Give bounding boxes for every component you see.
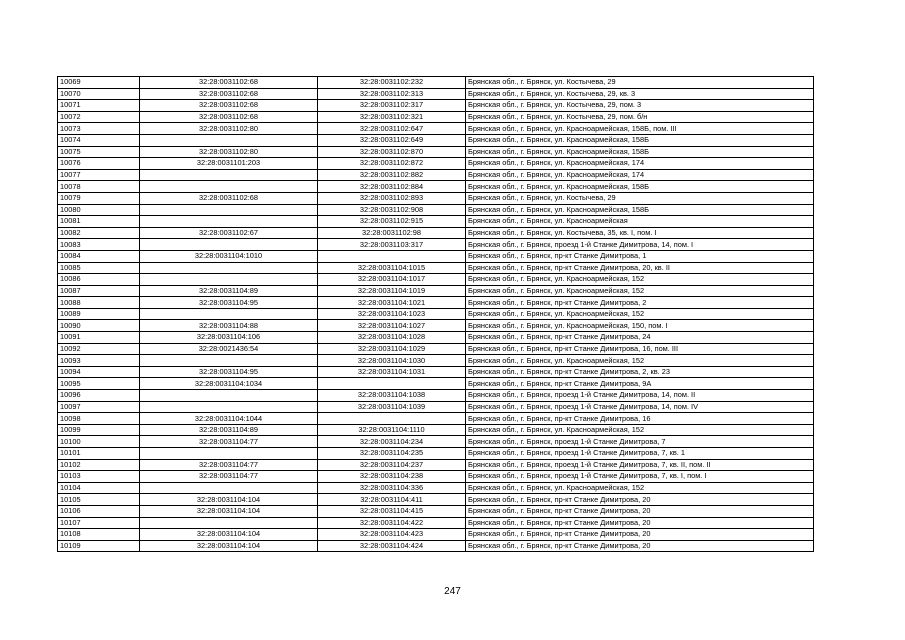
row-number-cell: 10076 bbox=[58, 158, 140, 170]
address-cell: Брянская обл., г. Брянск, проезд 1-й Станке Димитрова, 7, кв. I, пом. I bbox=[466, 471, 814, 483]
address-cell: Брянская обл., г. Брянск, ул. Красноармейская, 152 bbox=[466, 482, 814, 494]
row-number-cell: 10077 bbox=[58, 169, 140, 181]
parcel-number-cell: 32:28:0031102:68 bbox=[140, 77, 318, 89]
address-cell: Брянская обл., г. Брянск, пр-кт Станке Димитрова, 16, пом. III bbox=[466, 343, 814, 355]
cadastral-number-cell: 32:28:0031104:1019 bbox=[318, 285, 466, 297]
table-row bbox=[58, 227, 814, 239]
address-cell: Брянская обл., г. Брянск, ул. Костычева, 29, пом. б/н bbox=[466, 111, 814, 123]
parcel-number-cell: 32:28:0031104:77 bbox=[140, 459, 318, 471]
table-row bbox=[58, 88, 814, 100]
parcel-number-cell bbox=[140, 169, 318, 181]
table-row bbox=[58, 436, 814, 448]
table-row bbox=[58, 413, 814, 425]
table-row bbox=[58, 482, 814, 494]
parcel-number-cell: 32:28:0031102:68 bbox=[140, 88, 318, 100]
row-number-cell: 10096 bbox=[58, 390, 140, 402]
parcel-number-cell: 32:28:0031104:77 bbox=[140, 471, 318, 483]
row-number-cell: 10084 bbox=[58, 250, 140, 262]
cadastral-number-cell bbox=[318, 413, 466, 425]
row-number-cell: 10089 bbox=[58, 308, 140, 320]
table-row bbox=[58, 343, 814, 355]
parcel-number-cell: 32:28:0031102:80 bbox=[140, 123, 318, 135]
table-row bbox=[58, 274, 814, 286]
row-number-cell: 10069 bbox=[58, 77, 140, 89]
table-row bbox=[58, 285, 814, 297]
address-cell: Брянская обл., г. Брянск, пр-кт Станке Димитрова, 20, кв. II bbox=[466, 262, 814, 274]
cadastral-number-cell bbox=[318, 378, 466, 390]
row-number-cell: 10074 bbox=[58, 134, 140, 146]
parcel-number-cell: 32:28:0031102:67 bbox=[140, 227, 318, 239]
address-cell: Брянская обл., г. Брянск, проезд 1-й Станке Димитрова, 7, кв. II, пом. II bbox=[466, 459, 814, 471]
row-number-cell: 10109 bbox=[58, 540, 140, 552]
parcel-number-cell: 32:28:0031102:68 bbox=[140, 192, 318, 204]
cadastral-number-cell: 32:28:0031104:1023 bbox=[318, 308, 466, 320]
address-cell: Брянская обл., г. Брянск, ул. Костычева, 35, кв. I, пом. I bbox=[466, 227, 814, 239]
row-number-cell: 10103 bbox=[58, 471, 140, 483]
row-number-cell: 10106 bbox=[58, 505, 140, 517]
cadastral-number-cell: 32:28:0031102:232 bbox=[318, 77, 466, 89]
row-number-cell: 10108 bbox=[58, 529, 140, 541]
row-number-cell: 10104 bbox=[58, 482, 140, 494]
address-cell: Брянская обл., г. Брянск, ул. Красноармейская, 158Б, пом. III bbox=[466, 123, 814, 135]
parcel-number-cell bbox=[140, 390, 318, 402]
address-cell: Брянская обл., г. Брянск, ул. Красноармейская, 158Б bbox=[466, 134, 814, 146]
cadastral-number-cell: 32:28:0031104:1030 bbox=[318, 355, 466, 367]
parcel-number-cell bbox=[140, 355, 318, 367]
table-row bbox=[58, 355, 814, 367]
table-row bbox=[58, 146, 814, 158]
cadastral-number-cell: 32:28:0031104:336 bbox=[318, 482, 466, 494]
page-number: 247 bbox=[444, 586, 461, 597]
address-cell: Брянская обл., г. Брянск, пр-кт Станке Димитрова, 20 bbox=[466, 540, 814, 552]
cadastral-number-cell: 32:28:0031104:1015 bbox=[318, 262, 466, 274]
parcel-number-cell bbox=[140, 517, 318, 529]
table-row bbox=[58, 471, 814, 483]
cadastral-number-cell: 32:28:0031102:908 bbox=[318, 204, 466, 216]
parcel-number-cell bbox=[140, 216, 318, 228]
cadastral-number-cell: 32:28:0031104:423 bbox=[318, 529, 466, 541]
parcel-number-cell bbox=[140, 134, 318, 146]
register-table bbox=[57, 76, 814, 552]
cadastral-number-cell: 32:28:0031102:649 bbox=[318, 134, 466, 146]
table-row bbox=[58, 297, 814, 309]
row-number-cell: 10070 bbox=[58, 88, 140, 100]
address-cell: Брянская обл., г. Брянск, пр-кт Станке Димитрова, 9А bbox=[466, 378, 814, 390]
row-number-cell: 10082 bbox=[58, 227, 140, 239]
row-number-cell: 10098 bbox=[58, 413, 140, 425]
address-cell: Брянская обл., г. Брянск, ул. Костычева, 29, кв. 3 bbox=[466, 88, 814, 100]
address-cell: Брянская обл., г. Брянск, ул. Красноармейская, 152 bbox=[466, 424, 814, 436]
cadastral-number-cell: 32:28:0031104:237 bbox=[318, 459, 466, 471]
address-cell: Брянская обл., г. Брянск, пр-кт Станке Димитрова, 20 bbox=[466, 517, 814, 529]
row-number-cell: 10072 bbox=[58, 111, 140, 123]
address-cell: Брянская обл., г. Брянск, пр-кт Станке Димитрова, 1 bbox=[466, 250, 814, 262]
cadastral-number-cell: 32:28:0031104:1038 bbox=[318, 390, 466, 402]
address-cell: Брянская обл., г. Брянск, ул. Костычева, 29 bbox=[466, 77, 814, 89]
address-cell: Брянская обл., г. Брянск, пр-кт Станке Димитрова, 2 bbox=[466, 297, 814, 309]
row-number-cell: 10090 bbox=[58, 320, 140, 332]
row-number-cell: 10094 bbox=[58, 366, 140, 378]
cadastral-number-cell: 32:28:0031102:317 bbox=[318, 100, 466, 112]
cadastral-number-cell: 32:28:0031104:1039 bbox=[318, 401, 466, 413]
table-row bbox=[58, 181, 814, 193]
parcel-number-cell: 32:28:0031102:68 bbox=[140, 111, 318, 123]
parcel-number-cell bbox=[140, 204, 318, 216]
parcel-number-cell: 32:28:0031104:89 bbox=[140, 285, 318, 297]
parcel-number-cell: 32:28:0031104:106 bbox=[140, 332, 318, 344]
parcel-number-cell: 32:28:0031104:104 bbox=[140, 540, 318, 552]
parcel-number-cell: 32:28:0031104:95 bbox=[140, 366, 318, 378]
table-row bbox=[58, 77, 814, 89]
cadastral-number-cell: 32:28:0031104:415 bbox=[318, 505, 466, 517]
row-number-cell: 10105 bbox=[58, 494, 140, 506]
table-row bbox=[58, 216, 814, 228]
row-number-cell: 10073 bbox=[58, 123, 140, 135]
address-cell: Брянская обл., г. Брянск, ул. Красноармейская, 158Б bbox=[466, 181, 814, 193]
parcel-number-cell: 32:28:0031101:203 bbox=[140, 158, 318, 170]
address-cell: Брянская обл., г. Брянск, ул. Красноармейская, 152 bbox=[466, 285, 814, 297]
cadastral-number-cell: 32:28:0031104:1110 bbox=[318, 424, 466, 436]
cadastral-number-cell: 32:28:0031104:1028 bbox=[318, 332, 466, 344]
row-number-cell: 10107 bbox=[58, 517, 140, 529]
table-row bbox=[58, 192, 814, 204]
parcel-number-cell bbox=[140, 239, 318, 251]
row-number-cell: 10099 bbox=[58, 424, 140, 436]
row-number-cell: 10086 bbox=[58, 274, 140, 286]
address-cell: Брянская обл., г. Брянск, проезд 1-й Станке Димитрова, 7, кв. 1 bbox=[466, 448, 814, 460]
address-cell: Брянская обл., г. Брянск, пр-кт Станке Димитрова, 20 bbox=[466, 494, 814, 506]
cadastral-number-cell: 32:28:0031104:234 bbox=[318, 436, 466, 448]
parcel-number-cell: 32:28:0031104:1044 bbox=[140, 413, 318, 425]
row-number-cell: 10083 bbox=[58, 239, 140, 251]
parcel-number-cell: 32:28:0031104:104 bbox=[140, 505, 318, 517]
table-row bbox=[58, 262, 814, 274]
parcel-number-cell: 32:28:0031104:77 bbox=[140, 436, 318, 448]
address-cell: Брянская обл., г. Брянск, пр-кт Станке Димитрова, 2, кв. 23 bbox=[466, 366, 814, 378]
cadastral-number-cell: 32:28:0031104:422 bbox=[318, 517, 466, 529]
cadastral-number-cell: 32:28:0031102:870 bbox=[318, 146, 466, 158]
table-row bbox=[58, 169, 814, 181]
address-cell: Брянская обл., г. Брянск, ул. Красноармейская, 150, пом. I bbox=[466, 320, 814, 332]
address-cell: Брянская обл., г. Брянск, проезд 1-й Станке Димитрова, 7 bbox=[466, 436, 814, 448]
row-number-cell: 10078 bbox=[58, 181, 140, 193]
table-row bbox=[58, 204, 814, 216]
address-cell: Брянская обл., г. Брянск, ул. Костычева, 29 bbox=[466, 192, 814, 204]
cadastral-number-cell: 32:28:0031104:1031 bbox=[318, 366, 466, 378]
parcel-number-cell: 32:28:0031104:88 bbox=[140, 320, 318, 332]
cadastral-number-cell: 32:28:0031102:882 bbox=[318, 169, 466, 181]
cadastral-number-cell: 32:28:0031103:317 bbox=[318, 239, 466, 251]
table-row bbox=[58, 239, 814, 251]
parcel-number-cell: 32:28:0031104:104 bbox=[140, 529, 318, 541]
row-number-cell: 10088 bbox=[58, 297, 140, 309]
row-number-cell: 10079 bbox=[58, 192, 140, 204]
cadastral-number-cell: 32:28:0031102:872 bbox=[318, 158, 466, 170]
cadastral-number-cell: 32:28:0031102:647 bbox=[318, 123, 466, 135]
parcel-number-cell: 32:28:0031104:104 bbox=[140, 494, 318, 506]
table-row bbox=[58, 320, 814, 332]
parcel-number-cell: 32:28:0031104:95 bbox=[140, 297, 318, 309]
table-row bbox=[58, 401, 814, 413]
address-cell: Брянская обл., г. Брянск, ул. Костычева, 29, пом. 3 bbox=[466, 100, 814, 112]
row-number-cell: 10071 bbox=[58, 100, 140, 112]
table-row bbox=[58, 424, 814, 436]
parcel-number-cell bbox=[140, 448, 318, 460]
table-row bbox=[58, 100, 814, 112]
parcel-number-cell: 32:28:0031102:68 bbox=[140, 100, 318, 112]
cadastral-number-cell: 32:28:0031104:424 bbox=[318, 540, 466, 552]
table-row bbox=[58, 390, 814, 402]
parcel-number-cell bbox=[140, 482, 318, 494]
cadastral-number-cell: 32:28:0031104:1017 bbox=[318, 274, 466, 286]
cadastral-number-cell: 32:28:0031102:313 bbox=[318, 88, 466, 100]
table-row bbox=[58, 158, 814, 170]
address-cell: Брянская обл., г. Брянск, пр-кт Станке Димитрова, 24 bbox=[466, 332, 814, 344]
table-row bbox=[58, 308, 814, 320]
table-row bbox=[58, 250, 814, 262]
address-cell: Брянская обл., г. Брянск, проезд 1-й Станке Димитрова, 14, пом. IV bbox=[466, 401, 814, 413]
row-number-cell: 10087 bbox=[58, 285, 140, 297]
cadastral-number-cell bbox=[318, 250, 466, 262]
address-cell: Брянская обл., г. Брянск, пр-кт Станке Димитрова, 20 bbox=[466, 529, 814, 541]
row-number-cell: 10091 bbox=[58, 332, 140, 344]
table-row bbox=[58, 111, 814, 123]
parcel-number-cell: 32:28:0031104:89 bbox=[140, 424, 318, 436]
parcel-number-cell: 32:28:0031104:1034 bbox=[140, 378, 318, 390]
cadastral-number-cell: 32:28:0031102:915 bbox=[318, 216, 466, 228]
address-cell: Брянская обл., г. Брянск, проезд 1-й Станке Димитрова, 14, пом. II bbox=[466, 390, 814, 402]
cadastral-number-cell: 32:28:0031104:411 bbox=[318, 494, 466, 506]
cadastral-number-cell: 32:28:0031102:884 bbox=[318, 181, 466, 193]
address-cell: Брянская обл., г. Брянск, ул. Красноармейская, 158Б bbox=[466, 204, 814, 216]
address-cell: Брянская обл., г. Брянск, ул. Красноармейская, 158Б bbox=[466, 146, 814, 158]
cadastral-number-cell: 32:28:0031104:1021 bbox=[318, 297, 466, 309]
row-number-cell: 10092 bbox=[58, 343, 140, 355]
table-row bbox=[58, 378, 814, 390]
table-row bbox=[58, 529, 814, 541]
parcel-number-cell: 32:28:0031102:80 bbox=[140, 146, 318, 158]
table-row bbox=[58, 366, 814, 378]
parcel-number-cell bbox=[140, 401, 318, 413]
cadastral-number-cell: 32:28:0031102:321 bbox=[318, 111, 466, 123]
table-row bbox=[58, 459, 814, 471]
table-row bbox=[58, 134, 814, 146]
address-cell: Брянская обл., г. Брянск, ул. Красноармейская, 174 bbox=[466, 169, 814, 181]
address-cell: Брянская обл., г. Брянск, ул. Красноармейская, 174 bbox=[466, 158, 814, 170]
row-number-cell: 10085 bbox=[58, 262, 140, 274]
parcel-number-cell bbox=[140, 308, 318, 320]
cadastral-number-cell: 32:28:0031104:1029 bbox=[318, 343, 466, 355]
parcel-number-cell bbox=[140, 262, 318, 274]
address-cell: Брянская обл., г. Брянск, ул. Красноармейская, 152 bbox=[466, 355, 814, 367]
table-row bbox=[58, 494, 814, 506]
parcel-number-cell bbox=[140, 274, 318, 286]
address-cell: Брянская обл., г. Брянск, ул. Красноармейская bbox=[466, 216, 814, 228]
address-cell: Брянская обл., г. Брянск, ул. Красноармейская, 152 bbox=[466, 308, 814, 320]
row-number-cell: 10093 bbox=[58, 355, 140, 367]
parcel-number-cell: 32:28:0031104:1010 bbox=[140, 250, 318, 262]
table-row bbox=[58, 505, 814, 517]
address-cell: Брянская обл., г. Брянск, ул. Красноармейская, 152 bbox=[466, 274, 814, 286]
parcel-number-cell bbox=[140, 181, 318, 193]
table-row bbox=[58, 332, 814, 344]
register-table-body bbox=[58, 77, 814, 552]
address-cell: Брянская обл., г. Брянск, пр-кт Станке Димитрова, 20 bbox=[466, 505, 814, 517]
row-number-cell: 10100 bbox=[58, 436, 140, 448]
cadastral-number-cell: 32:28:0031104:235 bbox=[318, 448, 466, 460]
row-number-cell: 10075 bbox=[58, 146, 140, 158]
row-number-cell: 10102 bbox=[58, 459, 140, 471]
table-row bbox=[58, 123, 814, 135]
table-row bbox=[58, 448, 814, 460]
address-cell: Брянская обл., г. Брянск, проезд 1-й Станке Димитрова, 14, пом. I bbox=[466, 239, 814, 251]
parcel-number-cell: 32:28:0021436:54 bbox=[140, 343, 318, 355]
cadastral-number-cell: 32:28:0031104:1027 bbox=[318, 320, 466, 332]
table-row bbox=[58, 517, 814, 529]
cadastral-number-cell: 32:28:0031104:238 bbox=[318, 471, 466, 483]
table-row bbox=[58, 540, 814, 552]
row-number-cell: 10095 bbox=[58, 378, 140, 390]
cadastral-number-cell: 32:28:0031102:893 bbox=[318, 192, 466, 204]
row-number-cell: 10080 bbox=[58, 204, 140, 216]
row-number-cell: 10101 bbox=[58, 448, 140, 460]
address-cell: Брянская обл., г. Брянск, пр-кт Станке Димитрова, 16 bbox=[466, 413, 814, 425]
row-number-cell: 10097 bbox=[58, 401, 140, 413]
cadastral-number-cell: 32:28:0031102:98 bbox=[318, 227, 466, 239]
row-number-cell: 10081 bbox=[58, 216, 140, 228]
